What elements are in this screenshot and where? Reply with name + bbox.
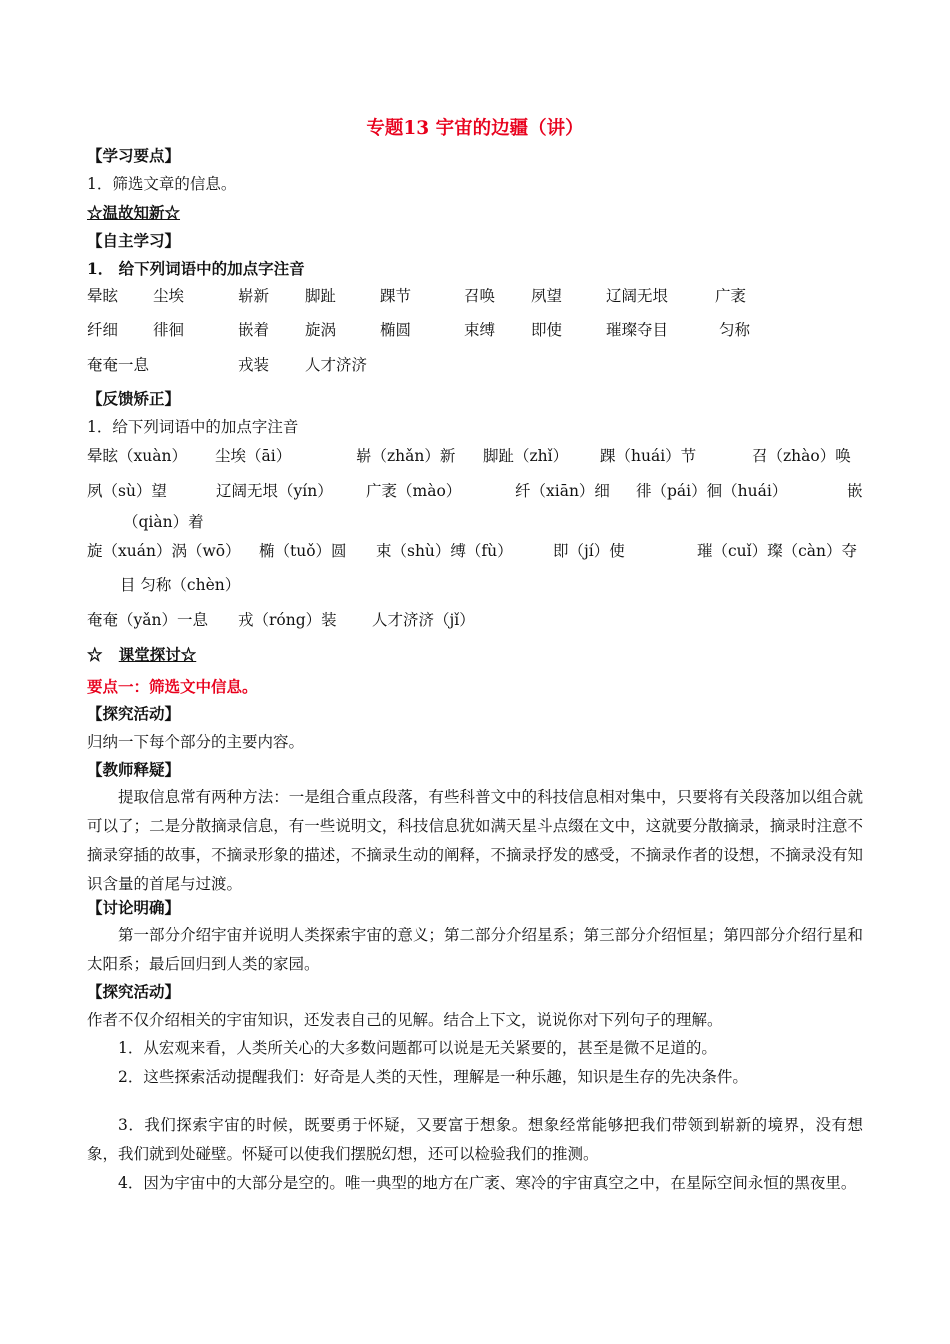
answer-item: 嵌 <box>847 482 863 500</box>
class-discussion-heading <box>87 645 196 665</box>
word-item: 崭新 <box>238 287 270 305</box>
answer-item: 脚趾（zhǐ） <box>483 447 569 465</box>
question-3: 3．我们探索宇宙的时候，既要勇于怀疑，又要富于想象。想象经常能够把我们带领到崭新的境界，没有想象，我们就到处碰壁。怀疑可以使我们摆脱幻想，还可以检验我们的推测。 <box>87 1116 863 1163</box>
class-heading-text: 课堂探讨☆ <box>118 645 197 664</box>
word-item: 匀称 <box>719 321 751 339</box>
explore-text-2: 作者不仅介绍相关的宇宙知识，还发表自己的见解。结合上下文，说说你对下列句子的理解。 <box>87 1011 723 1029</box>
answer-item: 璀（cuǐ）璨（càn）夺 <box>697 542 858 560</box>
self-study-heading: 【自主学习】 <box>87 231 181 250</box>
word-item: 旋涡 <box>305 321 337 339</box>
answer-item: 踝（huái）节 <box>600 447 697 465</box>
word-item: 奄奄一息 <box>87 356 150 374</box>
task-heading: 1． 给下列词语中的加点字注音 <box>87 259 305 278</box>
answer-item: 奄奄（yǎn）一息 <box>87 611 208 629</box>
answer-item: 尘埃（āi） <box>215 447 292 465</box>
explore-heading-2: 【探究活动】 <box>87 982 181 1001</box>
answer-item-continued: （qiàn）着 <box>123 513 204 531</box>
word-item: 璀璨夺目 <box>606 321 669 339</box>
answer-item: 椭（tuǒ）圆 <box>259 542 347 560</box>
question-1: 1．从宏观来看，人类所关心的大多数问题都可以说是无关紧要的，甚至是微不足道的。 <box>118 1039 717 1057</box>
review-heading: ☆温故知新☆ <box>87 203 181 222</box>
word-item: 纤细 <box>87 321 119 339</box>
answer-item: 崭（zhǎn）新 <box>356 447 456 465</box>
word-item: 踝节 <box>380 287 412 305</box>
word-item: 人才济济 <box>305 356 368 374</box>
answer-item: 晕眩（xuàn） <box>87 447 187 465</box>
teacher-explanation: 提取信息常有两种方法：一是组合重点段落，有些科普文中的科技信息相对集中，只要将有关段落加以组合就可以了；二是分散摘录信息，有一些说明文，科技信息犹如满天星斗点缀在文中，这就要分散摘录，摘录时注意不摘录穿插的故事，不摘录形象的描述，不摘录生动的阐释，不摘录抒发的感受，不摘录作者的设想，不摘录没有知识含量的首尾与过渡。 <box>87 788 863 893</box>
question-2: 2．这些探索活动提醒我们：好奇是人类的天性，理解是一种乐趣，知识是生存的先决条件。 <box>118 1068 748 1086</box>
answer-item: 广袤（mào） <box>366 482 462 500</box>
word-item: 尘埃 <box>153 287 185 305</box>
word-item: 召唤 <box>464 287 496 305</box>
study-points-heading: 【学习要点】 <box>87 146 181 165</box>
answer-item: 束（shù）缚（fù） <box>376 542 513 560</box>
word-item: 夙望 <box>531 287 563 305</box>
feedback-heading: 【反馈矫正】 <box>87 389 181 408</box>
word-item: 脚趾 <box>305 287 337 305</box>
answer-item-continued: 目 匀称（chèn） <box>120 576 241 594</box>
answer-item: 人才济济（jǐ） <box>372 611 475 629</box>
explore-text-1: 归纳一下每个部分的主要内容。 <box>87 733 305 751</box>
word-item: 辽阔无垠 <box>606 287 669 305</box>
word-item: 嵌着 <box>238 321 270 339</box>
discuss-heading: 【讨论明确】 <box>87 898 181 917</box>
answer-item: 夙（sù）望 <box>87 482 167 500</box>
answer-item: 即（jí）使 <box>553 542 625 560</box>
answer-item: 召（zhào）唤 <box>752 447 851 465</box>
word-item: 徘徊 <box>153 321 185 339</box>
word-item: 椭圆 <box>380 321 412 339</box>
answer-item: 辽阔无垠（yín） <box>216 482 333 500</box>
word-item: 广袤 <box>715 287 747 305</box>
answer-item: 戎（róng）装 <box>238 611 337 629</box>
word-item: 即使 <box>531 321 563 339</box>
discuss-text: 第一部分介绍宇宙并说明人类探索宇宙的意义；第二部分介绍星系；第三部分介绍恒星；第四部分介绍行星和太阳系；最后回归到人类的家园。 <box>87 926 863 973</box>
word-item: 束缚 <box>464 321 496 339</box>
star-icon: ☆ <box>87 645 103 664</box>
explore-heading-1: 【探究活动】 <box>87 704 181 723</box>
answer-item: 旋（xuán）涡（wō） <box>87 542 241 560</box>
page-title: 专题13 宇宙的边疆（讲） <box>366 118 584 139</box>
word-item: 晕眩 <box>87 287 119 305</box>
teacher-heading: 【教师释疑】 <box>87 760 181 779</box>
answer-item: 纤（xiān）细 <box>515 482 610 500</box>
study-point-1: 1．筛选文章的信息。 <box>87 175 237 193</box>
key-point-1: 要点一：筛选文中信息。 <box>87 677 258 696</box>
answer-item: 徘（pái）徊（huái） <box>636 482 788 500</box>
question-4: 4．因为宇宙中的大部分是空的。唯一典型的地方在广袤、寒冷的宇宙真空之中，在星际空间永恒的黑夜里。 <box>118 1174 857 1192</box>
word-item: 戎装 <box>238 356 270 374</box>
feedback-task: 1．给下列词语中的加点字注音 <box>87 418 299 436</box>
